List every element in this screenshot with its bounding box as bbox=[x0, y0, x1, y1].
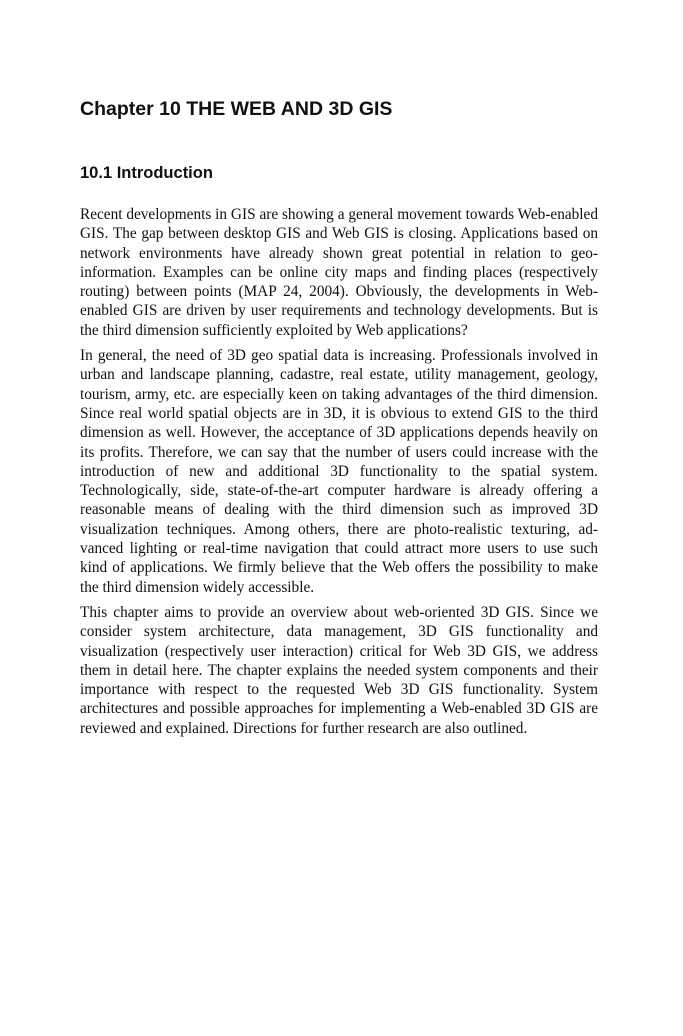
chapter-title: Chapter 10 THE WEB AND 3D GIS bbox=[80, 98, 393, 120]
paragraph-2: In general, the need of 3D geo spatial data is increasing. Professionals involved in urban and landscape planning, cadastre, real estate, utility management, geology, tourism, army, etc. are especially keen on taking advantages of the third dimension. Since real world spatial objects are in 3D, it is obvious to extend GIS to the third dimension as well. However, the acceptance of 3D applications depends heavily on its profits. Therefore, we can say that the number of users could increase with the introduction of new and additional 3D functionality to the spatial system. Technologically, side, state-of-the-art computer hardware is already offering a reasonable means of dealing with the third dimension such as improved 3D visualization techniques. Among others, there are photo-realistic texturing, advanced lighting or real-time navigation that could attract more users to use such kind of applications. We firmly believe that the Web offers the possibility to make the third dimension widely accessible. bbox=[80, 347, 598, 596]
paragraph-3: This chapter aims to provide an overview about web-oriented 3D GIS. Since we consider system architecture, data management, 3D GIS functionality and visualization (respectively user interaction) critical for Web 3D GIS, we address them in detail here. The chapter explains the needed system components and their importance with respect to the requested Web 3D GIS functionality. System architectures and possible approaches for implementing a Web-enabled 3D GIS are reviewed and explained. Directions for further research are also outlined. bbox=[80, 603, 598, 737]
section-title: 10.1 Introduction bbox=[80, 164, 213, 182]
paragraph-1: Recent developments in GIS are showing a general movement towards Web-enabled GIS. The gap between desktop GIS and Web GIS is closing. Applications based on network environments have already shown great potential in relation to geo-information. Examples can be online city maps and finding places (respectively routing) between points (MAP 24, 2004). Obviously, the developments in Web-enabled GIS are driven by user requirements and technology developments. But is the third dimension sufficiently exploited by Web applications? bbox=[80, 206, 598, 339]
body-text bbox=[80, 205, 598, 744]
